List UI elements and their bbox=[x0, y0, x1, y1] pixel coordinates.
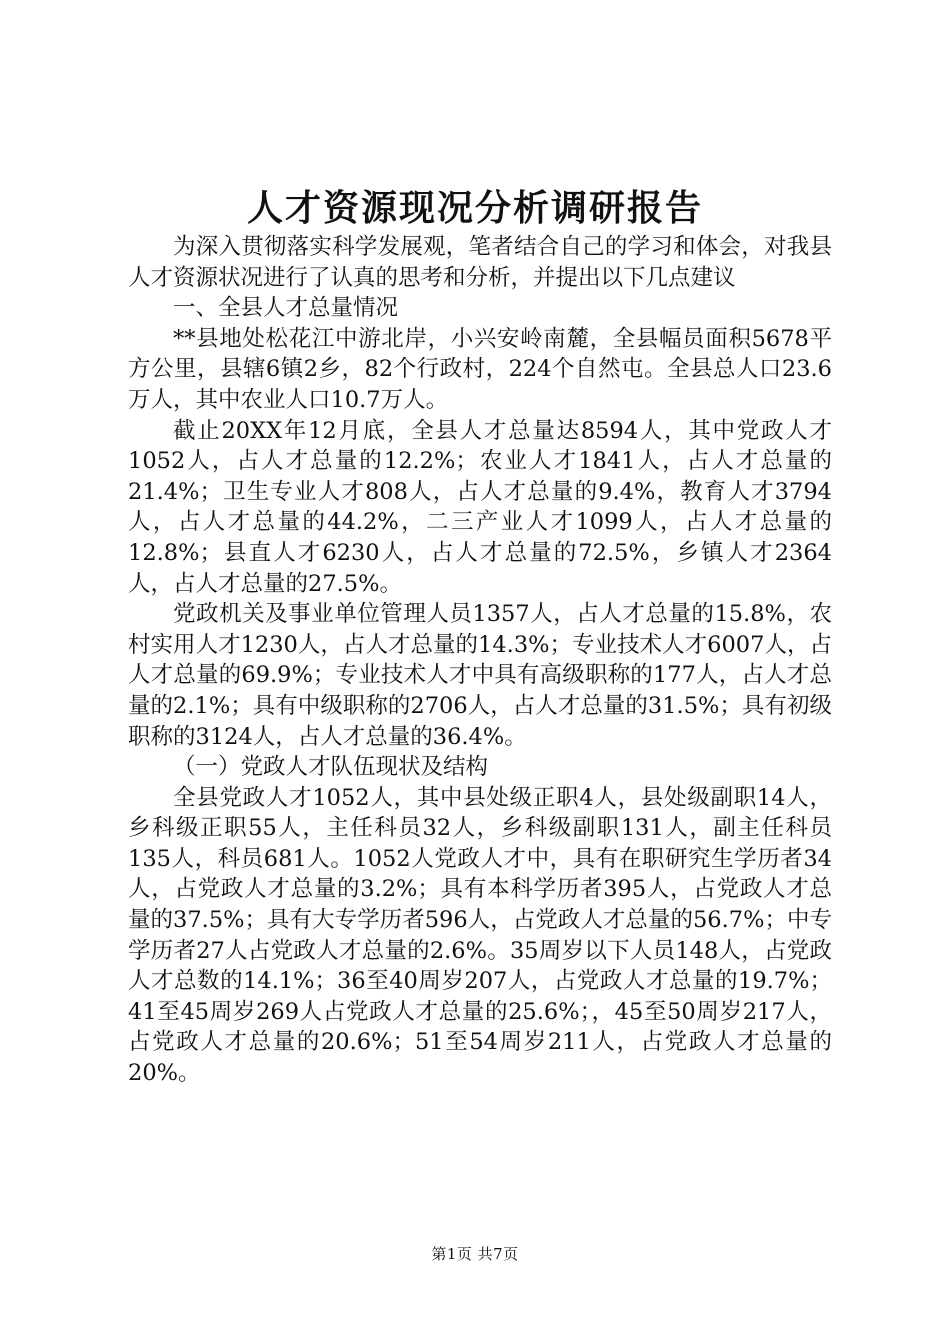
document-title: 人才资源现况分析调研报告 bbox=[246, 187, 703, 229]
body-paragraph: 党政机关及事业单位管理人员1357人，占人才总量的15.8%，农村实用人才1230人，占人才总量的14.3%；专业技术人才6007人，占人才总量的69.9%；专业技术人才中具有高级职称的177人，占人才总量的2.1%；具有中级职称的2706人，占人才总量的31.5%；具有初级职称的3124人，占人才总量的36.4%。 bbox=[128, 601, 832, 750]
subsection-heading: （一）党政人才队伍现状及结构 bbox=[173, 754, 489, 781]
body-paragraph: **县地处松花江中游北岸，小兴安岭南麓，全县幅员面积5678平方公里，县辖6镇2乡，82个行政村，224个自然屯。全县总人口23.6万人，其中农业人口10.7万人。 bbox=[128, 325, 832, 413]
body-paragraph: 全县党政人才1052人，其中县处级正职4人，县处级副职14人，乡科级正职55人，主任科员32人，乡科级副职131人，副主任科员135人，科员681人。1052人党政人才中，具有在职研究生学历者34人，占党政人才总量的3.2%；具有本科学历者395人，占党政人才总量的37.5%；具有大专学历者596人，占党政人才总量的56.7%；中专学历者27人占党政人才总量的2.6%。35周岁以下人员148人，占党政人才总数的14.1%；36至40周岁207人，占党政人才总量的19.7%；41至45周岁269人占党政人才总量的25.6%；，45至50周岁217人，占党政人才总量的20.6%；51至54周岁211人，占党政人才总量的20%。 bbox=[128, 784, 832, 1087]
intro-paragraph: 为深入贯彻落实科学发展观，笔者结合自己的学习和体会，对我县人才资源状况进行了认真的思考和分析，并提出以下几点建议 bbox=[128, 234, 832, 291]
body-paragraph: 截止20XX年12月底，全县人才总量达8594人，其中党政人才1052人，占人才总量的12.2%；农业人才1841人，占人才总量的21.4%；卫生专业人才808人，占人才总量的9.4%，教育人才3794人，占人才总量的44.2%，二三产业人才1099人，占人才总量的12.8%；县直人才6230人，占人才总量的72.5%，乡镇人才2364人，占人才总量的27.5%。 bbox=[128, 417, 832, 597]
document-body bbox=[128, 232, 832, 1089]
section-heading: 一、全县人才总量情况 bbox=[173, 295, 399, 322]
page-footer: 第1页 共7页 bbox=[431, 1245, 519, 1263]
